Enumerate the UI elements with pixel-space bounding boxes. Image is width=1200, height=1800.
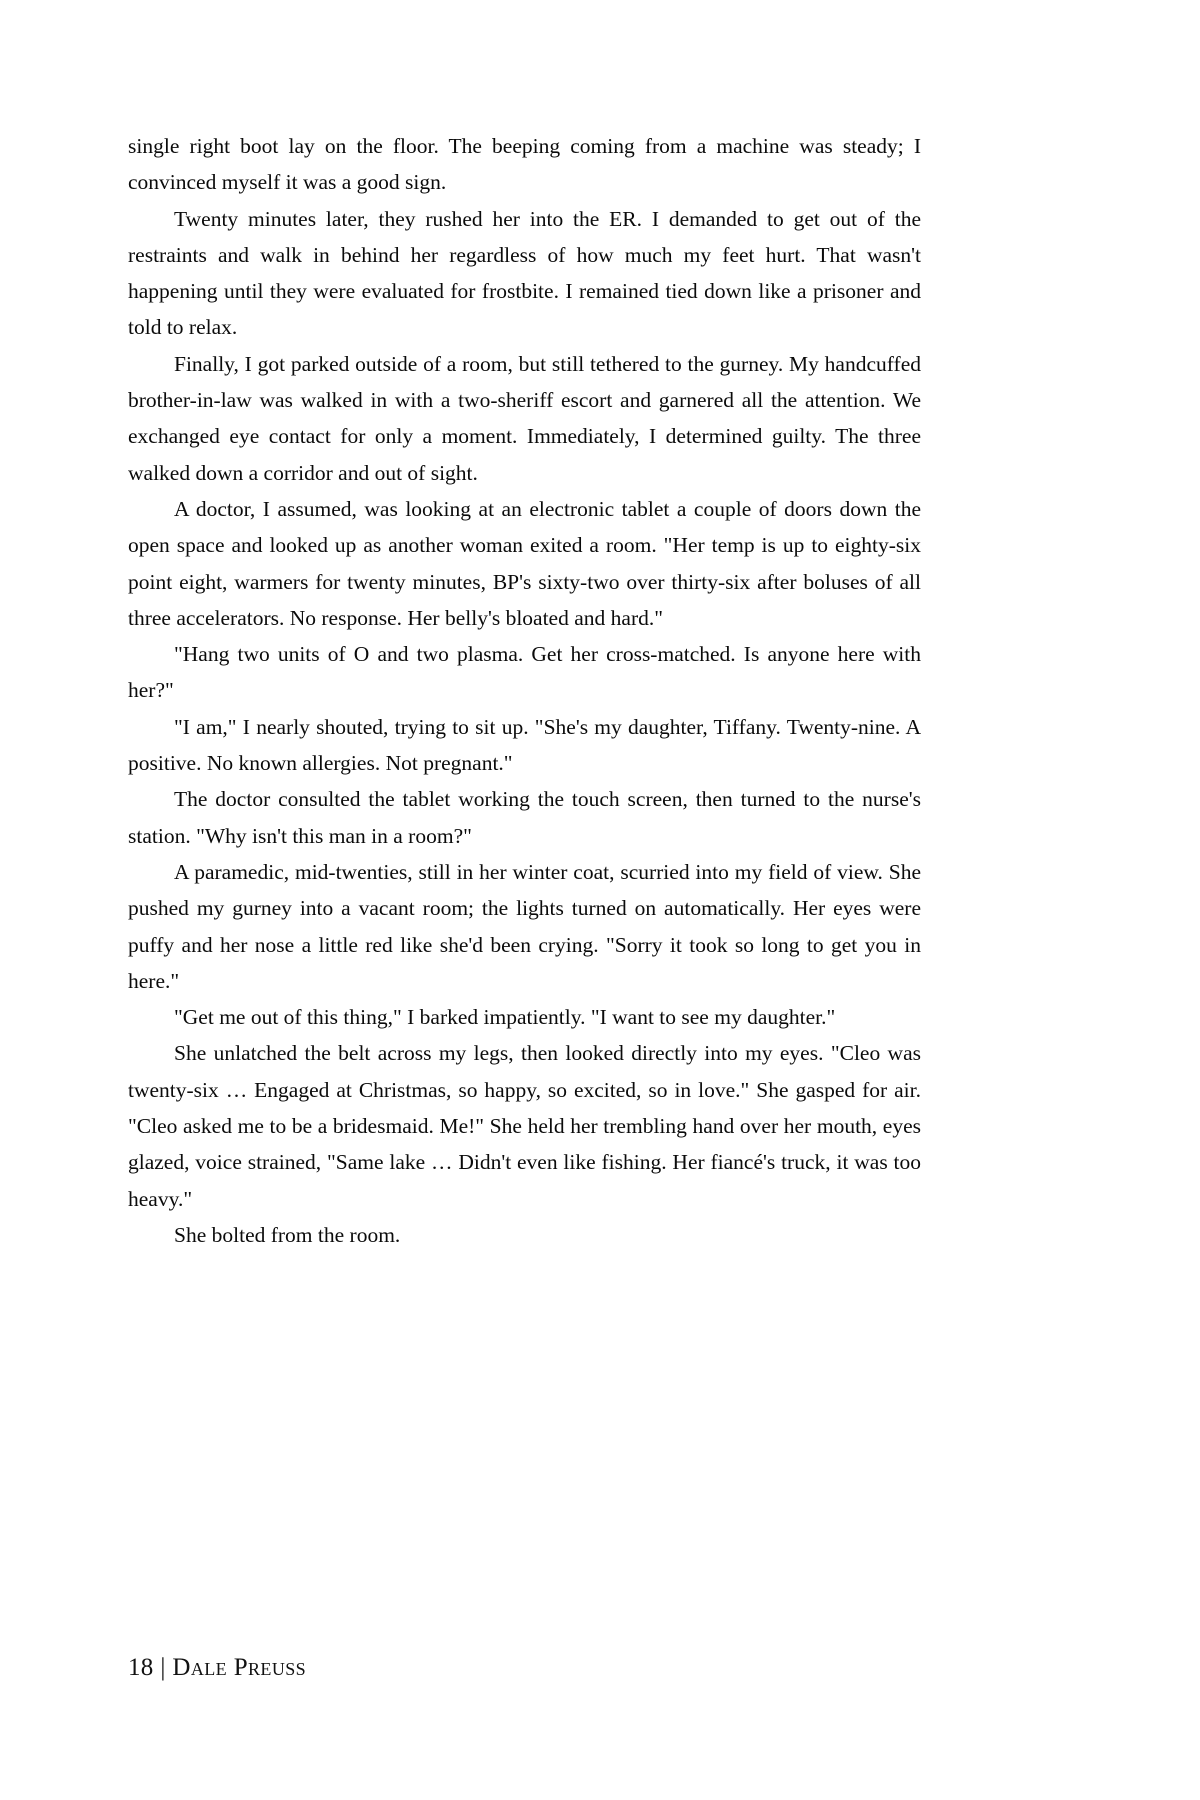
paragraph: "I am," I nearly shouted, trying to sit up. "She's my daughter, Tiffany. Twenty-nine. A positive. No known allergies. Not pregnant." bbox=[128, 714, 921, 776]
paragraph: A paramedic, mid-twenties, still in her winter coat, scurried into my field of view. She pushed my gurney into a vacant room; the lights turned on automatically. Her eyes were puffy and her nose a little red like she'd been crying. "Sorry it took so long to get you in here." bbox=[128, 859, 921, 993]
paragraph: She bolted from the room. bbox=[174, 1222, 401, 1247]
paragraph: A doctor, I assumed, was looking at an electronic tablet a couple of doors down the open space and looked up as another woman exited a room. "Her temp is up to eighty-six point eight, warmers for twenty minutes, BP's sixty-two over thirty-six after boluses of all three accelerators. No response. Her belly's bloated and hard." bbox=[128, 496, 921, 630]
page-footer bbox=[128, 1654, 306, 1682]
paragraph: The doctor consulted the tablet working the touch screen, then turned to the nurse's station. "Why isn't this man in a room?" bbox=[128, 787, 921, 848]
paragraph: "Hang two units of O and two plasma. Get her cross-matched. Is anyone here with her?" bbox=[128, 642, 921, 703]
paragraph: She unlatched the belt across my legs, then looked directly into my eyes. "Cleo was twenty-six … Engaged at Christmas, so happy, so excited, so in love." She gasped for air. "Cleo asked me to be a bridesmaid. Me!" She held her trembling hand over her mouth, eyes glazed, voice strained, "Same lake … Didn't even like fishing. Her fiancé's truck, it was too heavy." bbox=[128, 1041, 921, 1211]
paragraph: Twenty minutes later, they rushed her into the ER. I demanded to get out of the restraints and walk in behind her regardless of how much my feet hurt. That wasn't happening until they were evaluated for frostbite. I remained tied down like a prisoner and told to relax. bbox=[128, 206, 921, 340]
page-body-text bbox=[128, 128, 921, 1253]
footer-separator: | bbox=[160, 1654, 166, 1681]
paragraph: single right boot lay on the floor. The beeping coming from a machine was steady; I convinced myself it was a good sign. bbox=[128, 134, 921, 195]
paragraph: Finally, I got parked outside of a room, but still tethered to the gurney. My handcuffed brother-in-law was walked in with a two-sheriff escort and garnered all the attention. We exchanged eye contact for only a moment. Immediately, I determined guilty. The three walked down a corridor and out of sight. bbox=[128, 351, 921, 485]
page-number: 18 bbox=[128, 1654, 154, 1681]
author-name: Dale Preuss bbox=[172, 1654, 307, 1681]
paragraph: "Get me out of this thing," I barked impatiently. "I want to see my daughter." bbox=[174, 1005, 836, 1030]
